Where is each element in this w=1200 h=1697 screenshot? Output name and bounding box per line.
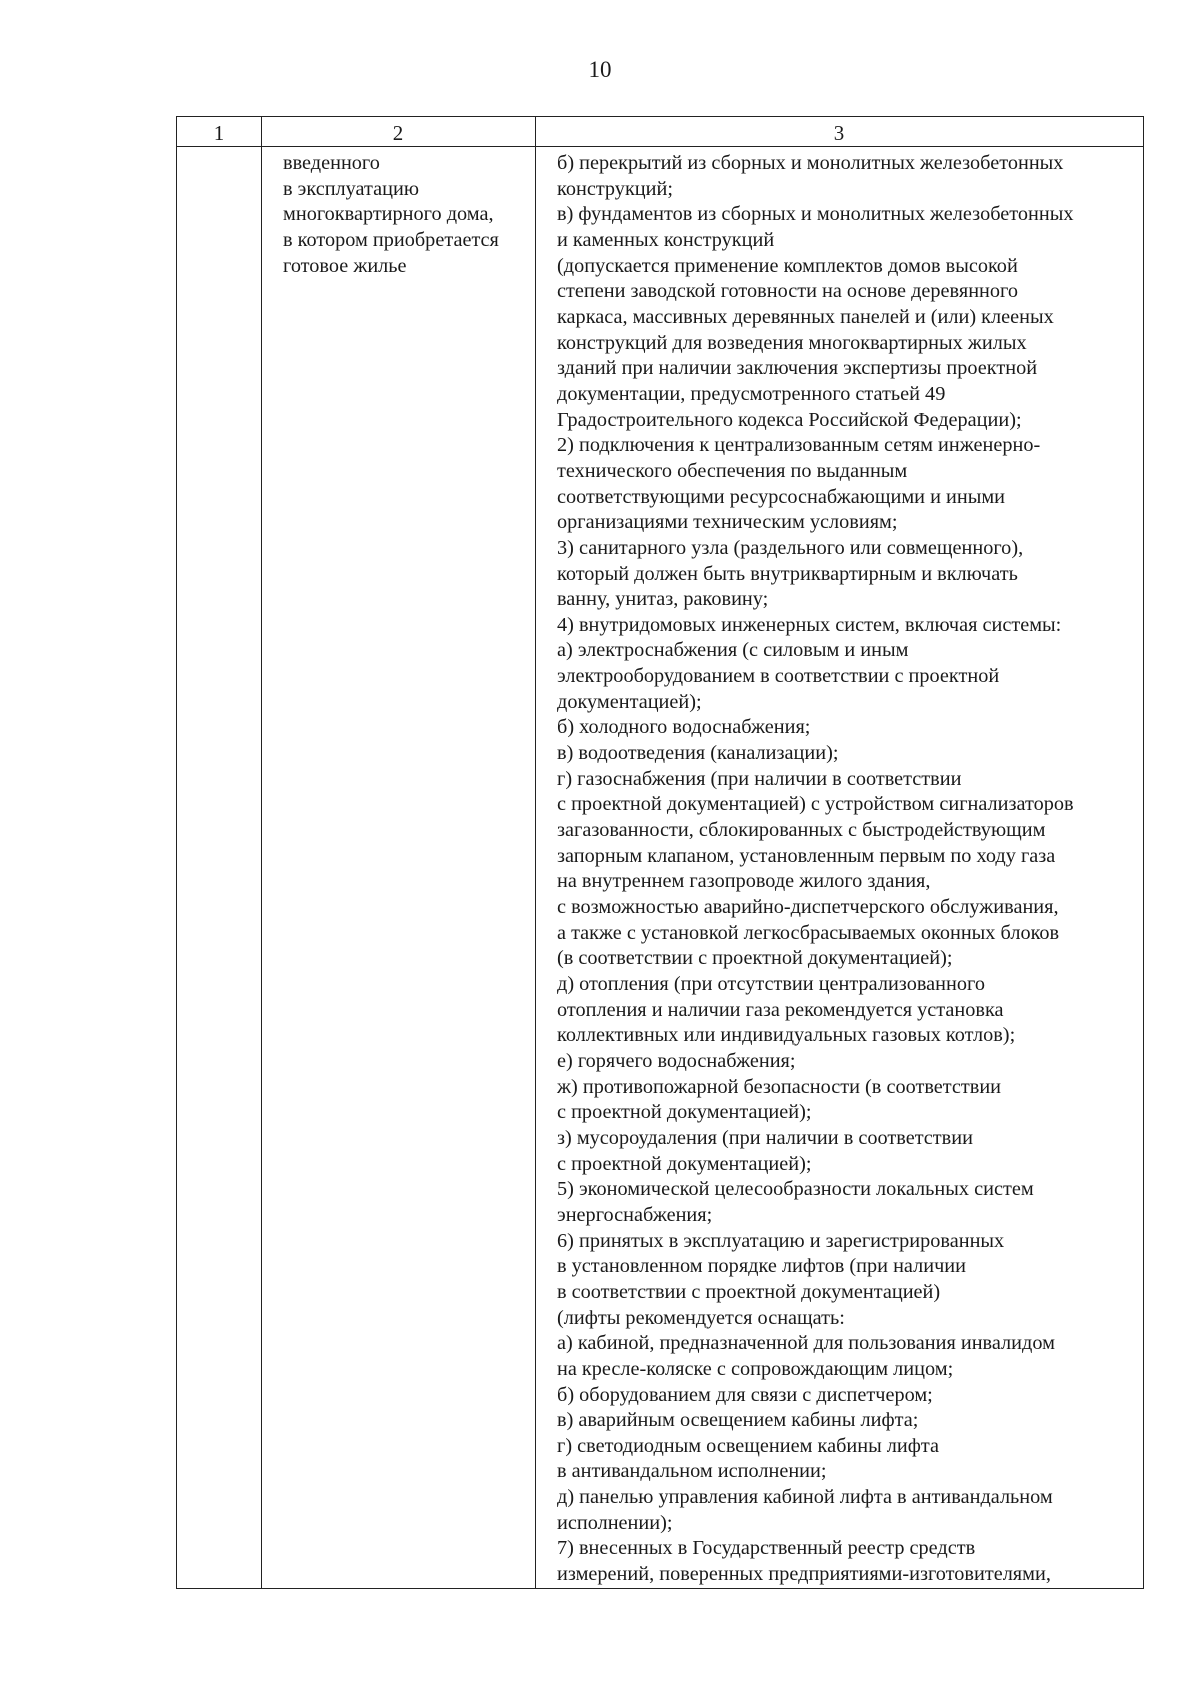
text-line: 2) подключения к централизованным сетям инженерно- [557,434,1041,457]
text-line: в соответствии с проектной документацией) [557,1280,941,1303]
text-line: Градостроительного кодекса Российской Федерации); [557,408,1022,431]
text-line: измерений, поверенных предприятиями-изготовителями, [557,1563,1051,1586]
text-line: д) панелью управления кабиной лифта в антивандальном [557,1486,1053,1509]
text-line: е) горячего водоснабжения; [557,1049,796,1072]
text-line: ванну, унитаз, раковину; [557,588,769,611]
text-line: (в соответствии с проектной документацией); [557,947,953,970]
text-line: исполнении); [557,1511,673,1534]
text-line: д) отопления (при отсутствии централизованного [557,973,985,995]
column-divider [535,117,536,1588]
text-line: и каменных конструкций [557,228,775,251]
text-line: запорным клапаном, установленным первым по ходу газа [557,844,1056,867]
text-line: а) электроснабжения (с силовым и иным [557,639,909,662]
page-number: 10 [588,57,612,82]
text-line: технического обеспечения по выданным [557,459,908,482]
text-line: введенного [283,152,380,174]
text-line: соответствующими ресурсоснабжающими и иными [557,485,1006,508]
column-header-3: 3 [833,121,845,145]
column-divider [261,117,262,1588]
text-line: 6) принятых в эксплуатацию и зарегистрированных [557,1229,1005,1252]
text-line: многоквартирного дома, [283,203,494,226]
text-line: с проектной документацией); [557,1101,812,1124]
text-line: ж) противопожарной безопасности (в соответствии [557,1075,1002,1098]
column-2-text [283,151,499,279]
text-line: зданий при наличии заключения экспертизы проектной [557,357,1038,380]
header-divider [177,146,1143,147]
text-line: коллективных или индивидуальных газовых котлов); [557,1024,1016,1047]
text-line: (допускается применение комплектов домов высокой [557,254,1018,277]
text-line: организациями техническим условиям; [557,511,898,534]
text-line: с возможностью аварийно-диспетчерского обслуживания, [557,896,1059,919]
text-line: в установленном порядке лифтов (при наличии [557,1255,966,1278]
text-line: в) фундаментов из сборных и монолитных железобетонных [557,203,1074,226]
text-line: в) водоотведения (канализации); [557,742,839,765]
text-line: на внутреннем газопроводе жилого здания, [557,870,931,893]
text-line: в антивандальном исполнении; [557,1460,827,1483]
text-line: а также с установкой легкосбрасываемых оконных блоков [557,921,1060,944]
text-line: с проектной документацией); [557,1152,812,1175]
text-line: электрооборудованием в соответствии с проектной [557,665,1000,688]
text-line: конструкций; [557,177,673,200]
text-line: на кресле-коляске с сопровождающим лицом; [557,1357,954,1380]
text-line: конструкций для возведения многоквартирных жилых [557,331,1027,354]
text-line: с проектной документацией) с устройством сигнализаторов [557,793,1074,816]
text-line: б) холодного водоснабжения; [557,716,811,739]
text-line: загазованности, сблокированных с быстродействующим [557,819,1046,842]
text-line: (лифты рекомендуется оснащать: [557,1306,845,1329]
text-line: г) светодиодным освещением кабины лифта [557,1434,940,1457]
column-header-2: 2 [392,121,404,145]
column-3-text [557,151,1074,1588]
text-line: г) газоснабжения (при наличии в соответствии [557,767,962,790]
text-line: 7) внесенных в Государственный реестр средств [557,1537,976,1560]
text-line: 3) санитарного узла (раздельного или совмещенного), [557,536,1024,559]
text-line: документации, предусмотренного статьей 49 [557,382,946,405]
text-line: в эксплуатацию [283,177,419,200]
text-line: энергоснабжения; [557,1203,713,1226]
text-line: который должен быть внутриквартирным и включать [557,562,1018,585]
text-line: отопления и наличии газа рекомендуется установка [557,998,1004,1021]
text-line: а) кабиной, предназначенной для пользования инвалидом [557,1332,1055,1355]
text-line: з) мусороудаления (при наличии в соответствии [557,1126,973,1149]
text-line: документацией); [557,690,702,713]
column-header-1: 1 [213,121,225,145]
text-line: в) аварийным освещением кабины лифта; [557,1409,919,1432]
text-line: б) перекрытий из сборных и монолитных железобетонных [557,152,1064,174]
requirements-table [176,116,1144,1589]
text-line: в котором приобретается [283,228,499,251]
text-line: каркаса, массивных деревянных панелей и (или) клееных [557,305,1054,328]
text-line: 5) экономической целесообразности локальных систем [557,1178,1034,1201]
text-line: б) оборудованием для связи с диспетчером; [557,1383,933,1406]
text-line: готовое жилье [283,254,407,277]
text-line: 4) внутридомовых инженерных систем, включая системы: [557,613,1062,636]
text-line: степени заводской готовности на основе деревянного [557,280,1019,303]
